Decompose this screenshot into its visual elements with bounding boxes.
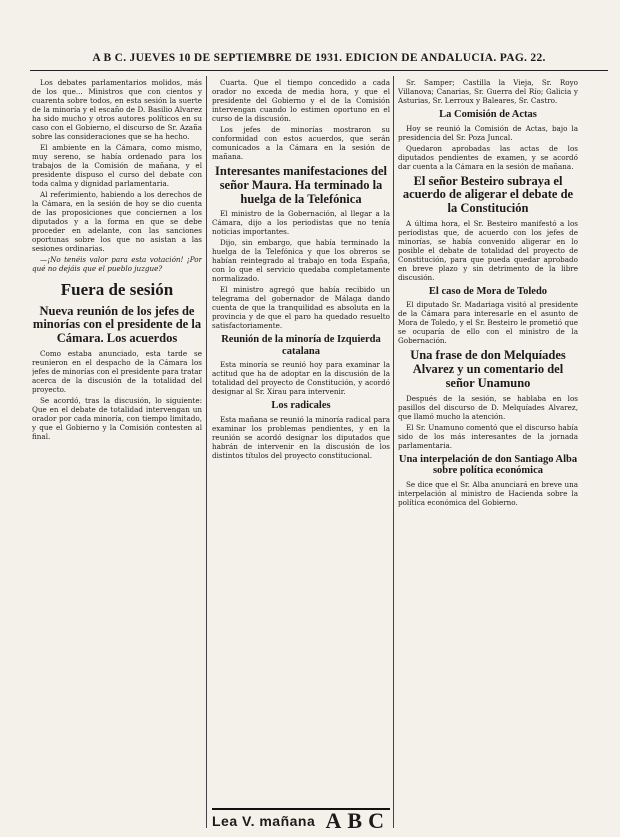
body-paragraph: El ambiente en la Cámara, como mismo, muy sereno, se había ordenado para los trabajos de la Comisión de mañana, y el presidente dispuso el curso del debate con toda calma y dignidad parlamentaria. — [32, 143, 202, 188]
column-divider — [393, 76, 394, 828]
headline-izquierda-catalana: Reunión de la minoría de Izquierda catalana — [221, 334, 381, 357]
headline-melquiades-unamuno: Una frase de don Melquíades Alvarez y un comentario del señor Unamuno — [410, 348, 566, 390]
headline-fuera-de-sesion: Fuera de sesión — [60, 280, 174, 299]
body-paragraph: Quedaron aprobadas las actas de los diputados pendientes de examen, y se acordó dar cuenta a la Cámara en la sesión de mañana. — [398, 143, 578, 171]
body-paragraph: Se acordó, tras la discusión, lo siguiente: Que en el debate de totalidad intervengan un orador por cada minoría, con tiempo limitado, y que el Gobierno y la Comisión contesten al final. — [32, 395, 202, 441]
body-paragraph: Cuarta. Que el tiempo concedido a cada orador no exceda de media hora, y que el presidente del Gobierno y el de la Comisión intervengan cuando lo estimen oportuno en el curso de la discusión. — [212, 78, 390, 123]
page-header: A B C. JUEVES 10 DE SEPTIEMBRE DE 1931. EDICION DE ANDALUCIA. PAG. 22. — [92, 52, 546, 64]
column-2 — [212, 78, 390, 462]
body-paragraph: Como estaba anunciado, esta tarde se reunieron en el despacho de la Cámara los jefes de minorías con el presidente para tratar acerca de la discusión de la totalidad del proyecto. — [32, 348, 202, 394]
headline-mora-toledo: El caso de Mora de Toledo — [428, 285, 548, 297]
body-paragraph: Esta mañana se reunió la minoría radical para examinar los problemas pendientes, y en la reunión se acordó designar los diputados que habrán de intervenir en la discusión de los distintos títulos del proyecto constitucional. — [212, 414, 390, 460]
body-paragraph: Esta minoría se reunió hoy para examinar la actitud que ha de adoptar en la discusión de la totalidad del proyecto de Constitución, y acordó designar al Sr. Xirau para intervenir. — [212, 360, 390, 397]
body-paragraph: Sr. Samper; Castilla la Vieja, Sr. Royo Villanova; Canarias, Sr. Guerra del Río; Galicia y Asturias, Sr. Lerroux y Baleares, Sr. Castro. — [398, 78, 578, 105]
headline-reunion-jefes: Nueva reunión de los jefes de minorías con el presidente de la Cámara. Los acuerdos — [32, 303, 202, 346]
ad-logo-abc: ABC — [325, 808, 390, 833]
column-3 — [398, 78, 578, 509]
ad-line-lea: Lea V. mañana — [212, 813, 316, 829]
body-paragraph: El Sr. Unamuno comentó que el discurso había sido de los más interesantes de la jornada parlamentaria. — [398, 422, 578, 450]
column-1 — [32, 78, 202, 443]
headline-radicales: Los radicales — [271, 400, 331, 412]
headline-besteiro: El señor Besteiro subraya el acuerdo de aligerar el debate de la Constitución — [402, 173, 574, 216]
body-paragraph: Dijo, sin embargo, que había terminado la huelga de la Telefónica y que los obreros se habían reintegrado al trabajo en toda España, con lo que el servicio quedaba completamente normalizado. — [212, 238, 390, 284]
body-paragraph: El ministro de la Gobernación, al llegar a la Cámara, dijo a los periodistas que no tenía noticias importantes. — [212, 209, 390, 237]
quote-paragraph: —¡No tenéis valor para esta votación! ¡Por qué no dejáis que el pueblo juzgue? — [32, 255, 202, 273]
body-paragraph: Hoy se reunió la Comisión de Actas, bajo la presidencia del Sr. Poza Juncal. — [398, 123, 578, 142]
headline-comision-actas: La Comisión de Actas — [439, 109, 537, 120]
body-paragraph: El ministro agregó que había recibido un telegrama del gobernador de Málaga dando cuenta de que la tranquilidad es absoluta en la provincia y de que el paro ha quedado resuelto satisfactoriamente. — [212, 285, 390, 331]
body-paragraph: Después de la sesión, se hablaba en los pasillos del discurso de D. Melquíades Alvarez, que llamó mucho la atención. — [398, 393, 578, 421]
body-paragraph: Los debates parlamentarios molidos, más de los que... Ministros que con cientos y cuarenta sobre todos, en esta sesión la suerte de la minoría y el escaño de D. Basilio Alvarez ha sido mucho y otros autores políticos en su caso con el Gobierno, el discurso de Sr. Azaña sobre las consideraciones que se ha hecho. — [32, 78, 202, 141]
column-divider — [206, 76, 207, 828]
header-rule — [30, 70, 608, 71]
body-paragraph: El diputado Sr. Madariaga visitó al presidente de la Cámara para interesarle en el asunto de Mora de Toledo, y el Sr. Besteiro le prometió que se ocuparía de ello con el ministro de la Gobernación. — [398, 300, 578, 346]
headline-maura-huelga: Interesantes manifestaciones del señor Maura. Ha terminado la huelga de la Telefónica — [215, 164, 387, 206]
headline-santiago-alba: Una interpelación de don Santiago Alba sobre política económica — [398, 453, 578, 477]
body-paragraph: A última hora, el Sr. Besteiro manifestó a los periodistas que, de acuerdo con los jefes de minorías, se había convenido aligerar en lo posible el debate de totalidad del proyecto de Constitución, para que pueda quedar aprobado en breve plazo y sin detrimento de la libre discusión. — [398, 218, 578, 282]
body-paragraph: Los jefes de minorías mostraron su conformidad con estos acuerdos, que serán comunicados a la Cámara en la sesión de mañana. — [212, 125, 390, 161]
body-paragraph: Al referimiento, habiendo a los derechos de la Cámara, en la sesión de hoy se dio cuenta de las proposiciones que conciernen a los diputados y a la forma en que se debe proceder en adelante, con las sanciones oportunas sobre los que no asistan a las sesiones ordinarias. — [32, 190, 202, 253]
body-paragraph: Se dice que el Sr. Alba anunciará en breve una interpelación al ministro de Hacienda sobre la política económica del Gobierno. — [398, 479, 578, 507]
advertisement-banner — [212, 808, 390, 832]
